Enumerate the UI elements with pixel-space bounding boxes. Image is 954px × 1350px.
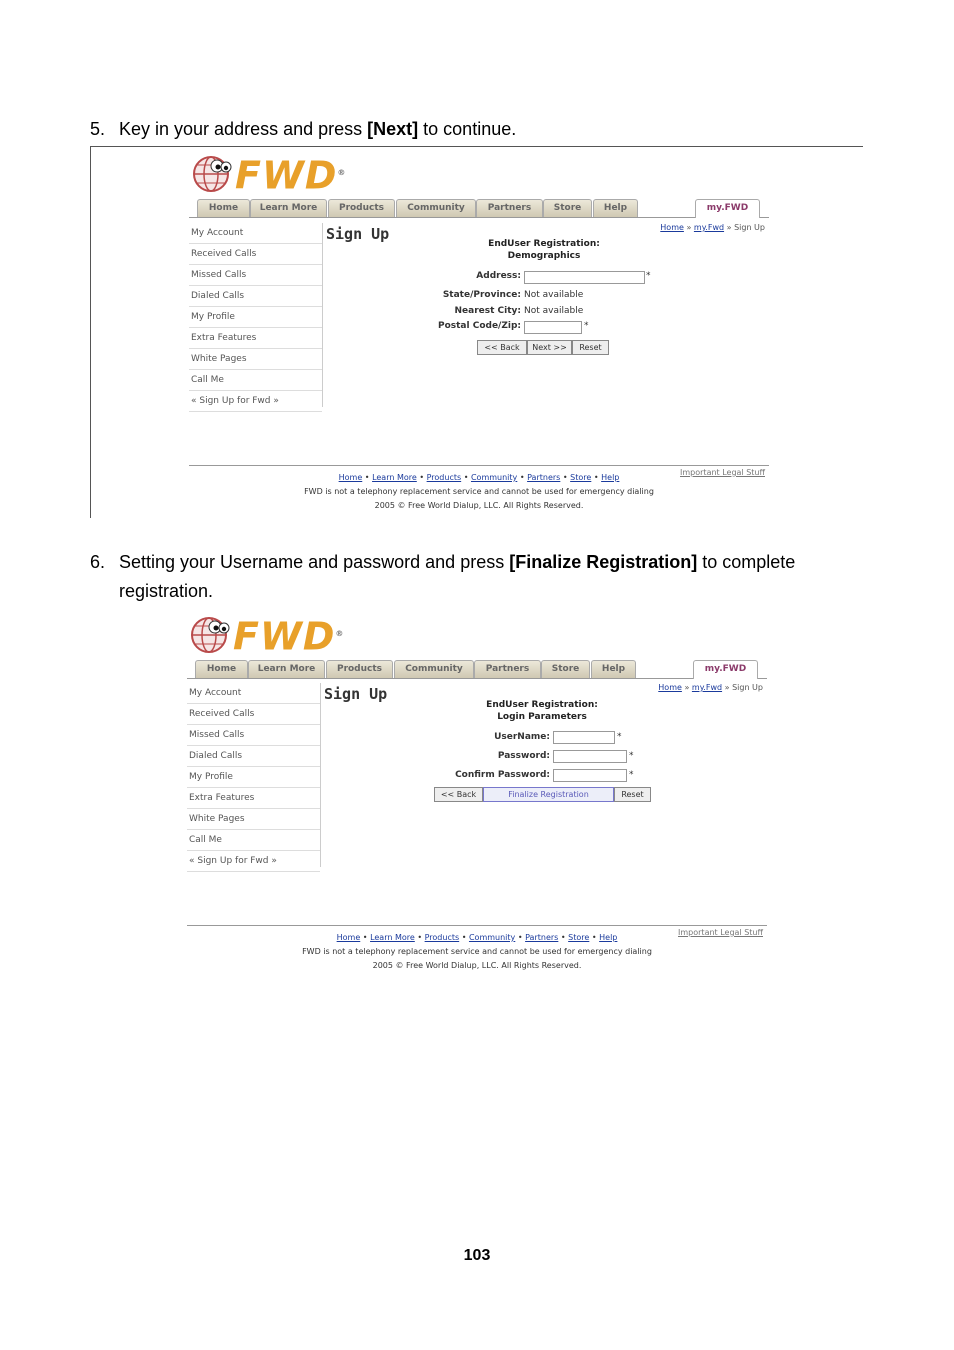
reset-button[interactable]: Reset <box>572 340 609 355</box>
step-5-number: 5. <box>90 119 106 139</box>
footer-link-partners[interactable]: Partners <box>527 473 561 482</box>
breadcrumb <box>660 223 765 232</box>
sidebar-divider <box>320 683 321 867</box>
tab-learn-more[interactable]: Learn More <box>248 660 325 678</box>
frame-top-border <box>90 146 863 147</box>
city-value: Not available <box>524 306 584 316</box>
page-number: 103 <box>463 1247 491 1264</box>
city-label: Nearest City: <box>454 306 521 316</box>
tab-store[interactable]: Store <box>541 660 590 678</box>
nav-tabs <box>189 199 769 218</box>
breadcrumb-my-fwd[interactable]: my.Fwd <box>691 683 723 692</box>
tab-products[interactable]: Products <box>326 660 393 678</box>
legal-link[interactable]: Important Legal Stuff <box>678 928 763 937</box>
sidebar-item-my-account[interactable]: My Account <box>189 223 322 244</box>
step-5-instruction <box>90 115 870 144</box>
screenshot-demographics <box>189 151 769 516</box>
page-title: Sign Up <box>324 685 388 703</box>
footer-disclaimer: FWD is not a telephony replacement service and cannot be used for emergency dialing <box>302 947 652 956</box>
footer-link-products[interactable]: Products <box>424 933 460 942</box>
registration-title <box>459 238 629 262</box>
footer-link-help[interactable]: Help <box>599 933 618 942</box>
footer-link-learn-more[interactable]: Learn More <box>370 933 415 942</box>
step-5-bold: [Next] <box>367 119 419 139</box>
step-6-text-line2: registration. <box>119 581 214 601</box>
footer-sep: • <box>517 933 523 942</box>
tab-community[interactable]: Community <box>394 660 474 678</box>
sidebar-item-dialed-calls[interactable]: Dialed Calls <box>189 286 322 307</box>
confirm-password-required-mark: * <box>629 770 634 780</box>
state-label: State/Province: <box>442 290 521 300</box>
breadcrumb-home[interactable]: Home <box>660 223 684 232</box>
tab-community[interactable]: Community <box>396 199 476 217</box>
sidebar-item-extra-features[interactable]: Extra Features <box>187 788 320 809</box>
form-buttons <box>477 340 609 355</box>
password-required-mark: * <box>629 751 634 761</box>
footer-link-products[interactable]: Products <box>426 473 462 482</box>
breadcrumb-sep: » <box>686 223 692 232</box>
footer-copyright: 2005 © Free World Dialup, LLC. All Rights Reserved. <box>372 961 582 970</box>
sidebar-item-white-pages[interactable]: White Pages <box>189 349 322 370</box>
registration-title-line2: Demographics <box>507 251 581 261</box>
sidebar-item-received-calls[interactable]: Received Calls <box>189 244 322 265</box>
address-label: Address: <box>476 271 521 281</box>
footer-sep: • <box>417 933 423 942</box>
back-button[interactable]: << Back <box>434 787 483 802</box>
sidebar-divider <box>322 223 323 407</box>
footer-sep: • <box>461 933 467 942</box>
sidebar-item-my-profile[interactable]: My Profile <box>187 767 320 788</box>
footer-disclaimer: FWD is not a telephony replacement service and cannot be used for emergency dialing <box>304 487 654 496</box>
sidebar-item-call-me[interactable]: Call Me <box>189 370 322 391</box>
tab-partners[interactable]: Partners <box>474 660 541 678</box>
breadcrumb-sep: » <box>684 683 690 692</box>
sidebar-item-extra-features[interactable]: Extra Features <box>189 328 322 349</box>
footer-link-store[interactable]: Store <box>568 933 590 942</box>
tab-home[interactable]: Home <box>197 199 250 217</box>
tab-my-fwd[interactable]: my.FWD <box>693 660 758 679</box>
screenshot-login-parameters <box>187 612 767 977</box>
zip-required-mark: * <box>584 321 589 331</box>
tab-help[interactable]: Help <box>593 199 638 217</box>
breadcrumb-sep: » <box>726 223 732 232</box>
footer-sep: • <box>519 473 525 482</box>
step-6-text: Setting your Username and password and press <box>119 552 510 572</box>
username-input[interactable] <box>553 731 615 744</box>
reset-button[interactable]: Reset <box>614 787 651 802</box>
sidebar-item-sign-up[interactable]: « Sign Up for Fwd » <box>187 851 320 872</box>
footer-sep: • <box>562 473 568 482</box>
footer-link-home[interactable]: Home <box>338 473 363 482</box>
zip-label: Postal Code/Zip: <box>437 321 521 331</box>
address-input[interactable] <box>524 271 645 284</box>
footer-link-community[interactable]: Community <box>470 473 518 482</box>
step-5-text-after: to continue. <box>418 119 517 139</box>
fwd-logo <box>191 151 347 198</box>
tab-store[interactable]: Store <box>543 199 592 217</box>
globe-icon <box>189 613 231 655</box>
address-required-mark: * <box>646 271 651 281</box>
breadcrumb-current: Sign Up <box>734 223 765 232</box>
globe-icon <box>191 152 233 194</box>
password-label: Password: <box>497 751 550 761</box>
footer-links <box>187 933 767 942</box>
footer-sep: • <box>364 473 370 482</box>
footer-sep: • <box>560 933 566 942</box>
step-6-text-after: to complete <box>697 552 796 572</box>
registration-title-line1: EndUser Registration: <box>486 700 598 710</box>
breadcrumb-sep: » <box>724 683 730 692</box>
breadcrumb-current: Sign Up <box>732 683 763 692</box>
breadcrumb-home[interactable]: Home <box>658 683 682 692</box>
footer-link-learn-more[interactable]: Learn More <box>372 473 417 482</box>
zip-input[interactable] <box>524 321 582 334</box>
next-button[interactable]: Next >> <box>527 340 572 355</box>
sidebar-item-my-profile[interactable]: My Profile <box>189 307 322 328</box>
footer-divider <box>187 925 767 926</box>
tab-home[interactable]: Home <box>195 660 248 678</box>
username-label: UserName: <box>494 732 550 742</box>
footer-copyright: 2005 © Free World Dialup, LLC. All Rights Reserved. <box>374 501 584 510</box>
footer-divider <box>189 465 769 466</box>
sidebar-item-missed-calls[interactable]: Missed Calls <box>187 725 320 746</box>
footer-sep: • <box>419 473 425 482</box>
sidebar-item-white-pages[interactable]: White Pages <box>187 809 320 830</box>
footer-link-store[interactable]: Store <box>570 473 592 482</box>
sidebar-menu <box>189 223 322 412</box>
sidebar-item-missed-calls[interactable]: Missed Calls <box>189 265 322 286</box>
finalize-registration-button[interactable]: Finalize Registration <box>483 787 614 802</box>
tab-products[interactable]: Products <box>328 199 395 217</box>
sidebar-item-call-me[interactable]: Call Me <box>187 830 320 851</box>
footer-link-community[interactable]: Community <box>468 933 516 942</box>
tab-my-fwd[interactable]: my.FWD <box>695 199 760 218</box>
step-5-text: Key in your address and press <box>119 119 368 139</box>
sidebar-item-received-calls[interactable]: Received Calls <box>187 704 320 725</box>
tab-learn-more[interactable]: Learn More <box>250 199 327 217</box>
logo-wordmark: FWD® <box>235 153 347 198</box>
tab-help[interactable]: Help <box>591 660 636 678</box>
confirm-password-input[interactable] <box>553 769 627 782</box>
logo-wordmark: FWD® <box>233 614 345 659</box>
footer-sep: • <box>593 473 599 482</box>
password-input[interactable] <box>553 750 627 763</box>
nav-tabs <box>187 660 767 679</box>
username-required-mark: * <box>617 732 622 742</box>
footer-link-partners[interactable]: Partners <box>525 933 559 942</box>
registration-title-line2: Login Parameters <box>497 712 587 722</box>
sidebar-item-sign-up[interactable]: « Sign Up for Fwd » <box>189 391 322 412</box>
footer-link-help[interactable]: Help <box>601 473 620 482</box>
registration-title-line1: EndUser Registration: <box>488 239 600 249</box>
registration-title <box>457 699 627 723</box>
sidebar-item-my-account[interactable]: My Account <box>187 683 320 704</box>
confirm-password-label: Confirm Password: <box>455 770 550 780</box>
breadcrumb <box>658 683 763 692</box>
back-button[interactable]: << Back <box>477 340 527 355</box>
breadcrumb-my-fwd[interactable]: my.Fwd <box>693 223 725 232</box>
footer-sep: • <box>591 933 597 942</box>
state-value: Not available <box>524 290 584 300</box>
legal-link[interactable]: Important Legal Stuff <box>680 468 765 477</box>
step-6-number: 6. <box>90 552 106 572</box>
footer-sep: • <box>463 473 469 482</box>
frame-left-border <box>90 146 91 518</box>
step-6-bold: [Finalize Registration] <box>509 552 698 572</box>
footer-sep: • <box>362 933 368 942</box>
footer-links <box>189 473 769 482</box>
form-buttons <box>434 787 651 802</box>
tab-partners[interactable]: Partners <box>476 199 543 217</box>
sidebar-menu <box>187 683 320 872</box>
footer-link-home[interactable]: Home <box>336 933 361 942</box>
page-title: Sign Up <box>326 225 390 243</box>
sidebar-item-dialed-calls[interactable]: Dialed Calls <box>187 746 320 767</box>
fwd-logo <box>189 612 345 659</box>
step-6-instruction <box>90 548 870 606</box>
